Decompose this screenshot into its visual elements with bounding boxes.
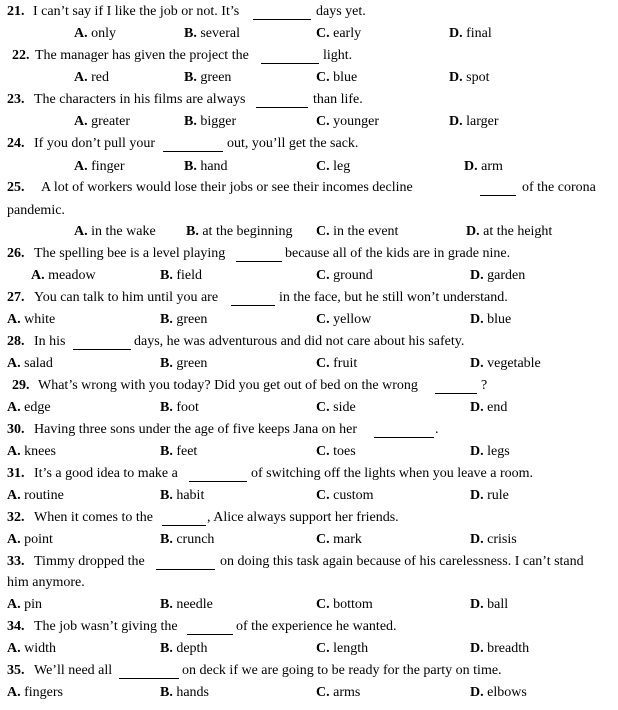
question-number: 29. [12,378,30,393]
option-letter: C. [316,159,330,174]
question-stem [0,247,618,265]
option-letter: A. [7,532,21,547]
option-text: vegetable [487,356,541,371]
option-letter: B. [160,597,173,612]
answer-option-c[interactable] [316,71,357,85]
question-text: In his [34,334,66,349]
option-text: in the event [333,224,399,239]
question-stem [0,379,618,397]
answer-option-b[interactable] [160,401,199,415]
answer-option-c[interactable] [316,445,356,459]
answer-option-b[interactable] [160,533,214,547]
answer-option-a[interactable] [7,489,64,503]
answer-option-d[interactable] [449,27,492,41]
question-text: light. [323,48,353,63]
answer-blank[interactable] [253,19,311,20]
answer-option-d[interactable] [470,269,525,283]
option-text: ground [333,268,373,283]
answer-blank[interactable] [163,151,223,152]
option-text: needle [176,597,213,612]
option-letter: C. [316,268,330,283]
answer-option-a[interactable] [74,160,125,174]
answer-option-a[interactable] [74,225,156,239]
option-text: salad [24,356,53,371]
option-letter: B. [160,356,173,371]
option-letter: A. [74,159,88,174]
option-text: blue [333,70,358,85]
option-text: toes [333,444,356,459]
question-text: When it comes to the [34,510,153,525]
option-letter: D. [470,532,484,547]
option-text: yellow [333,312,372,327]
option-text: greater [91,114,130,129]
option-text: arm [481,159,503,174]
question-text: The manager has given the project the [35,48,249,63]
answer-option-b[interactable] [184,27,240,41]
question-text: You can talk to him until you are [34,290,219,305]
option-text: width [24,641,57,656]
options-row [0,686,618,704]
question-number: 27. [7,290,25,305]
option-letter: D. [464,159,478,174]
option-text: only [91,26,117,41]
answer-blank[interactable] [156,569,215,570]
answer-option-c[interactable] [316,357,357,371]
option-letter: A. [74,114,88,129]
question-stem [0,49,618,67]
answer-option-d[interactable] [449,71,489,85]
option-text: point [24,532,53,547]
option-letter: C. [316,224,330,239]
question-number: 35. [7,663,25,678]
answer-option-a[interactable] [7,357,53,371]
answer-blank[interactable] [119,678,179,679]
answer-blank[interactable] [256,107,308,108]
option-text: spot [466,70,490,85]
option-letter: A. [74,224,88,239]
option-text: larger [466,114,499,129]
options-row [0,269,618,287]
option-letter: D. [470,356,484,371]
question-stem [0,423,618,441]
answer-option-c[interactable] [316,401,356,415]
option-text: red [91,70,110,85]
option-text: pin [24,597,43,612]
option-letter: A. [31,268,45,283]
question-number: 24. [7,136,25,151]
answer-option-c[interactable] [316,686,360,700]
option-text: hands [176,685,210,700]
question-stem [0,181,618,199]
option-letter: C. [316,70,330,85]
question-stem [0,511,618,529]
option-text: leg [333,159,351,174]
question-text: . [435,422,439,437]
answer-option-d[interactable] [470,686,527,700]
option-letter: D. [470,597,484,612]
option-text: garden [487,268,526,283]
question-number: 22. [12,48,30,63]
answer-option-c[interactable] [316,115,379,129]
question-number: 28. [7,334,25,349]
question-text: , Alice always support her friends. [207,510,399,525]
question-number: 33. [7,554,25,569]
answer-option-a[interactable] [74,115,130,129]
question-stem [0,620,618,638]
question-text: in the face, but he still won’t understand. [279,290,508,305]
question-text: out, you’ll get the sack. [227,136,359,151]
option-letter: D. [470,400,484,415]
answer-option-d[interactable] [470,642,529,656]
option-letter: D. [466,224,480,239]
option-letter: A. [74,70,88,85]
option-letter: B. [160,268,173,283]
option-letter: C. [316,488,330,503]
question-stem [0,664,618,682]
options-row [0,160,618,178]
answer-blank[interactable] [231,305,275,306]
question-stem-continued [0,576,618,594]
option-letter: C. [316,400,330,415]
question-text: pandemic. [7,203,65,218]
options-row [0,642,618,660]
option-letter: B. [160,532,173,547]
option-letter: D. [470,488,484,503]
answer-blank[interactable] [261,63,319,64]
option-letter: B. [160,641,173,656]
option-letter: C. [316,597,330,612]
answer-option-b[interactable] [160,489,204,503]
question-text: days yet. [316,4,366,19]
option-text: early [333,26,362,41]
question-text: than life. [313,92,363,107]
answer-option-d[interactable] [449,115,499,129]
option-text: feet [176,444,198,459]
option-letter: D. [449,114,463,129]
option-text: breadth [487,641,530,656]
question-text: If you don’t pull your [34,136,156,151]
question-number: 31. [7,466,25,481]
option-text: knees [24,444,57,459]
answer-option-b[interactable] [160,445,197,459]
option-text: end [487,400,508,415]
option-letter: C. [316,641,330,656]
answer-option-b[interactable] [160,642,207,656]
option-letter: A. [7,597,21,612]
option-letter: C. [316,312,330,327]
question-stem [0,93,618,111]
question-text: The characters in his films are always [34,92,246,107]
question-text: It’s a good idea to make a [34,466,178,481]
option-text: final [466,26,492,41]
options-row [0,533,618,551]
option-text: bottom [333,597,373,612]
answer-blank[interactable] [162,525,206,526]
option-text: arms [333,685,361,700]
option-letter: B. [160,312,173,327]
option-letter: C. [316,444,330,459]
options-row [0,27,618,45]
question-text: The job wasn’t giving the [34,619,178,634]
question-number: 21. [7,4,25,19]
answer-option-a[interactable] [74,71,109,85]
option-text: at the beginning [202,224,293,239]
options-row [0,445,618,463]
answer-option-a[interactable] [7,401,51,415]
option-letter: B. [184,159,197,174]
answer-option-a[interactable] [7,686,63,700]
question-number: 26. [7,246,25,261]
option-text: at the height [483,224,553,239]
question-stem [0,137,618,155]
option-text: routine [24,488,64,503]
option-text: white [24,312,56,327]
question-text: on deck if we are going to be ready for the party on time. [182,663,502,678]
option-text: depth [176,641,208,656]
answer-option-c[interactable] [316,27,361,41]
question-number: 30. [7,422,25,437]
option-text: crisis [487,532,517,547]
answer-blank[interactable] [73,349,131,350]
question-text: The spelling bee is a level playing [34,246,226,261]
answer-option-a[interactable] [7,445,56,459]
question-text: of the experience he wanted. [236,619,397,634]
option-text: ball [487,597,509,612]
answer-option-a[interactable] [7,533,53,547]
answer-option-d[interactable] [470,489,509,503]
option-letter: D. [470,641,484,656]
option-text: green [176,312,208,327]
answer-blank[interactable] [435,393,477,394]
options-row [0,357,618,375]
question-text: of switching off the lights when you leave a room. [251,466,534,481]
option-text: crunch [176,532,215,547]
option-text: younger [333,114,380,129]
question-text: Timmy dropped the [34,554,145,569]
option-text: edge [24,400,51,415]
question-stem [0,5,618,23]
option-letter: D. [470,312,484,327]
options-row [0,115,618,133]
answer-option-d[interactable] [470,445,510,459]
answer-option-c[interactable] [316,160,350,174]
answer-option-d[interactable] [466,225,552,239]
answer-option-b[interactable] [160,598,213,612]
question-text: him anymore. [7,575,85,590]
option-letter: B. [160,488,173,503]
question-number: 25. [7,180,25,195]
question-text: What’s wrong with you today? Did you get out of bed on the wrong [38,378,418,393]
answer-option-a[interactable] [7,642,56,656]
option-letter: A. [7,685,21,700]
answer-blank[interactable] [480,195,516,196]
option-letter: D. [449,70,463,85]
answer-option-a[interactable] [74,27,116,41]
option-letter: A. [7,356,21,371]
option-text: side [333,400,356,415]
question-text: days, he was adventurous and did not care about his safety. [134,334,465,349]
options-row [0,71,618,89]
answer-option-a[interactable] [31,269,96,283]
question-text: of the corona [522,180,596,195]
option-text: finger [91,159,125,174]
answer-option-c[interactable] [316,313,371,327]
answer-option-d[interactable] [470,598,508,612]
answer-option-d[interactable] [470,533,517,547]
option-letter: C. [316,114,330,129]
answer-option-d[interactable] [470,401,507,415]
question-text: because all of the kids are in grade nine. [285,246,511,261]
option-text: meadow [48,268,96,283]
options-row [0,598,618,616]
option-text: green [176,356,208,371]
options-row [0,313,618,331]
option-letter: C. [316,685,330,700]
option-text: rule [487,488,509,503]
option-letter: B. [184,70,197,85]
question-stem [0,291,618,309]
option-letter: C. [316,356,330,371]
option-letter: A. [74,26,88,41]
answer-option-b[interactable] [160,357,207,371]
option-text: custom [333,488,374,503]
question-stem-continued [0,204,618,222]
answer-option-c[interactable] [316,533,362,547]
option-letter: B. [186,224,199,239]
option-letter: C. [316,26,330,41]
answer-blank[interactable] [187,634,233,635]
option-letter: C. [316,532,330,547]
option-text: mark [333,532,362,547]
option-text: legs [487,444,510,459]
answer-option-b[interactable] [184,71,231,85]
option-text: foot [176,400,199,415]
answer-option-c[interactable] [316,225,398,239]
answer-option-a[interactable] [7,313,55,327]
option-letter: B. [184,114,197,129]
question-text: I can’t say if I like the job or not. It’s [33,4,240,19]
option-text: fruit [333,356,358,371]
option-text: length [333,641,369,656]
question-number: 23. [7,92,25,107]
option-text: several [200,26,240,41]
options-row [0,225,618,243]
option-letter: A. [7,488,21,503]
answer-option-c[interactable] [316,489,374,503]
option-letter: B. [160,444,173,459]
answer-option-b[interactable] [160,313,207,327]
question-number: 32. [7,510,25,525]
answer-option-b[interactable] [186,225,293,239]
option-letter: B. [160,400,173,415]
question-stem [0,555,618,573]
option-text: field [176,268,202,283]
option-letter: A. [7,312,21,327]
answer-option-c[interactable] [316,598,373,612]
option-text: fingers [24,685,64,700]
options-row [0,489,618,507]
answer-option-a[interactable] [7,598,42,612]
option-text: blue [487,312,512,327]
question-text: on doing this task again because of his carelessness. I can’t stand [220,554,584,569]
option-text: elbows [487,685,527,700]
option-text: hand [200,159,228,174]
answer-option-c[interactable] [316,642,368,656]
option-letter: A. [7,444,21,459]
answer-option-b[interactable] [184,160,228,174]
answer-blank[interactable] [189,481,247,482]
answer-option-b[interactable] [160,269,202,283]
option-text: green [200,70,232,85]
option-text: bigger [200,114,237,129]
question-stem [0,335,618,353]
option-letter: D. [449,26,463,41]
option-letter: D. [470,444,484,459]
answer-option-c[interactable] [316,269,373,283]
question-text: ? [481,378,488,393]
option-letter: B. [184,26,197,41]
option-letter: B. [160,685,173,700]
option-letter: D. [470,268,484,283]
answer-option-d[interactable] [470,313,511,327]
option-letter: A. [7,641,21,656]
answer-option-d[interactable] [464,160,503,174]
answer-blank[interactable] [374,437,434,438]
question-number: 34. [7,619,25,634]
option-letter: A. [7,400,21,415]
option-text: in the wake [91,224,156,239]
answer-blank[interactable] [236,261,282,262]
option-letter: D. [470,685,484,700]
options-row [0,401,618,419]
option-text: habit [176,488,205,503]
question-text: We’ll need all [34,663,113,678]
question-text: Having three sons under the age of five keeps Jana on her [34,422,358,437]
answer-option-d[interactable] [470,357,541,371]
question-text: A lot of workers would lose their jobs or see their incomes decline [41,180,413,195]
question-stem [0,467,618,485]
answer-option-b[interactable] [184,115,236,129]
answer-option-b[interactable] [160,686,209,700]
